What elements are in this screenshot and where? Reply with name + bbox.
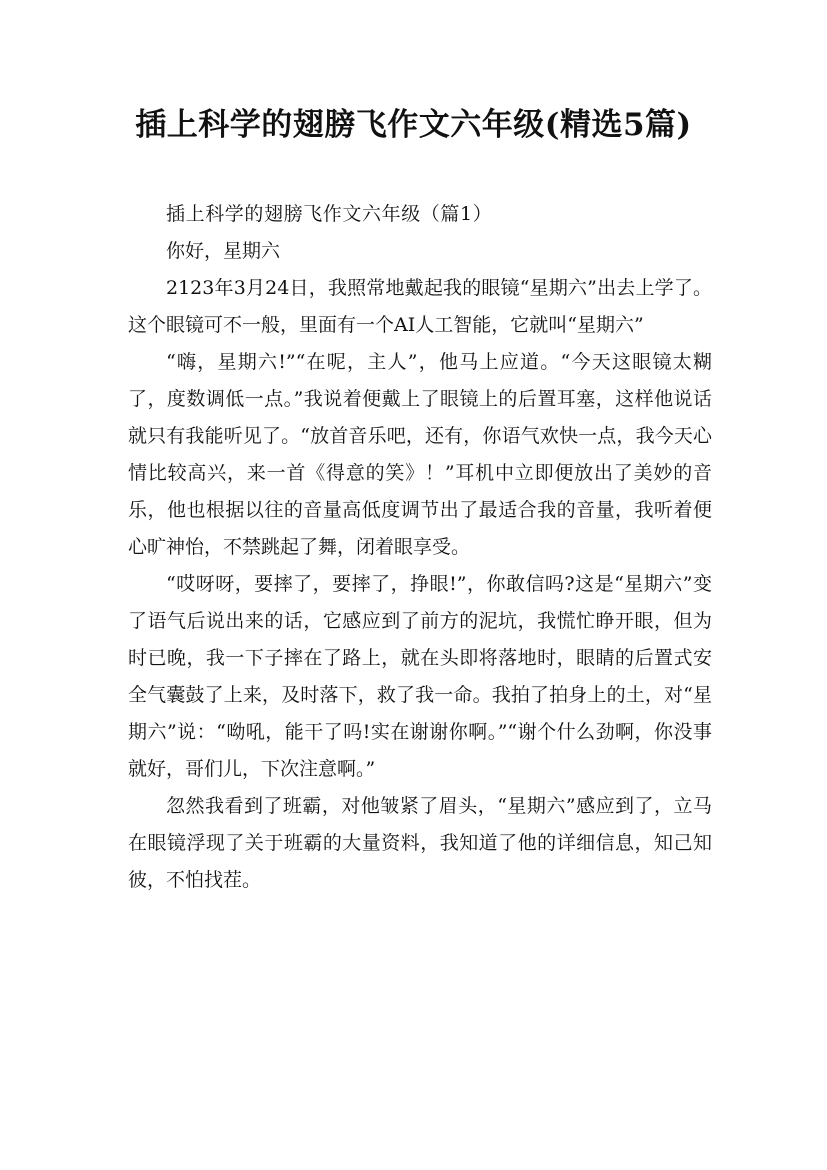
paragraph: “哎呀呀，要摔了，要摔了，挣眼!”，你敢信吗?这是“星期六”变了语气后说出来的话，它感应到了前方的泥坑，我慌忙睁开眼，但为时已晚，我一下子摔在了路上，就在头即将落地时，眼睛的后置式安全气囊鼓了上来，及时落下，救了我一命。我拍了拍身上的土，对“星期六”说：“呦吼，能干了吗!实在谢谢你啊。”“谢个什么劲啊，你没事就好，哥们儿，下次注意啊。” [128,573,712,780]
paragraph: “嗨，星期六!”“在呢，主人”，他马上应道。“今天这眼镜太糊了，度数调低一点。”我说着便戴上了眼镜上的后置耳塞，这样他说话就只有我能听见了。“放首音乐吧，还有，你语气欢快一点，我今天心情比较高兴，来一首《得意的笑》！”耳机中立即便放出了美妙的音乐，他也根据以往的音量高低度调节出了最适合我的音量，我听着便心旷神怡，不禁跳起了舞，闭着眼享受。 [128,351,712,558]
essay-title: 你好，星期六 [166,240,281,262]
document-title: 插上科学的翅膀飞作文六年级(精选5篇) [135,107,692,143]
document-body [128,196,712,899]
section-heading: 插上科学的翅膀飞作文六年级（篇1） [166,203,493,225]
paragraph: 2123年3月24日，我照常地戴起我的眼镜“星期六”出去上学了。这个眼镜可不一般，里面有一个AI人工智能，它就叫“星期六” [128,277,712,336]
paragraph: 忽然我看到了班霸，对他皱紧了眉头，“星期六”感应到了，立马在眼镜浮现了关于班霸的大量资料，我知道了他的详细信息，知己知彼，不怕找茬。 [128,795,712,891]
